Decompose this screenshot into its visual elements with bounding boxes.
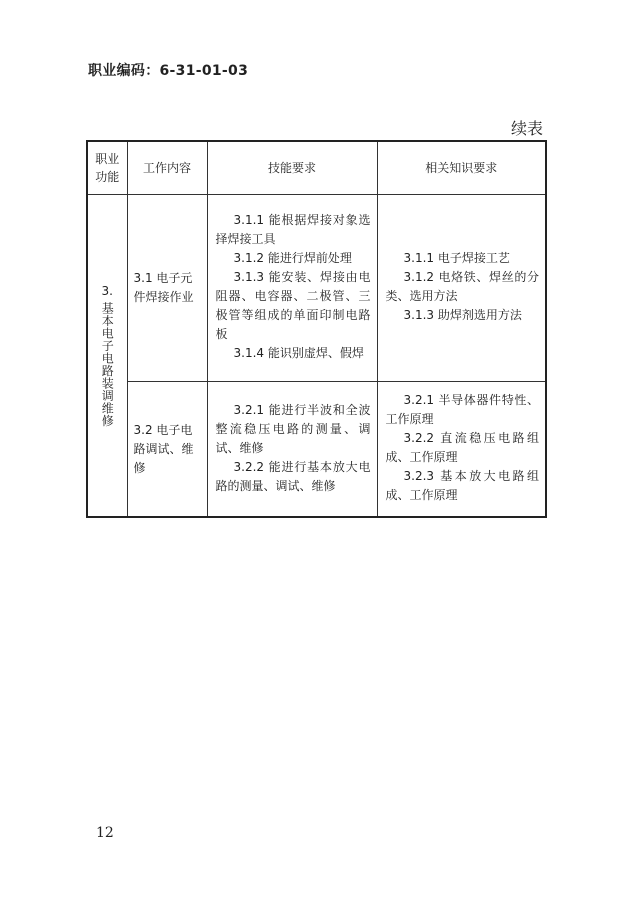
- skill-item: 3.1.1 能根据焊接对象选择焊接工具: [215, 213, 371, 246]
- continued-label: 续表: [510, 119, 543, 138]
- knowledge-item: 3.2.2 直流稳压电路组成、工作原理: [385, 431, 539, 464]
- table-row: [87, 382, 546, 518]
- skills-cell: [207, 382, 377, 518]
- knowledge-cell: [377, 382, 546, 518]
- function-number: 3.: [101, 284, 113, 298]
- knowledge-cell: [377, 195, 546, 382]
- knowledge-item: 3.1.3 助焊剂选用方法: [403, 308, 522, 322]
- knowledge-item: 3.2.3 基本放大电路组成、工作原理: [385, 469, 539, 502]
- col-header-skills: 技能要求: [207, 141, 377, 195]
- skills-table: [86, 140, 547, 518]
- col-header-knowledge: 相关知识要求: [377, 141, 546, 195]
- skill-item: 3.1.4 能识别虚焊、假焊: [233, 346, 364, 360]
- table-row: [87, 195, 546, 382]
- work-content-cell: 3.1 电子元件焊接作业: [127, 195, 207, 382]
- function-name: 基本电子电路装调维修: [100, 302, 115, 427]
- function-cell: [87, 195, 127, 518]
- knowledge-item: 3.2.1 半导体器件特性、工作原理: [385, 393, 539, 426]
- skill-item: 3.1.3 能安装、焊接由电阻器、电容器、二极管、三极管等组成的单面印制电路板: [215, 270, 371, 341]
- knowledge-item: 3.1.2 电烙铁、焊丝的分类、选用方法: [385, 270, 539, 303]
- work-content-cell: 3.2 电子电路调试、维修: [127, 382, 207, 518]
- table-header-row: [87, 141, 546, 195]
- occupation-code: 职业编码：6-31-01-03: [88, 63, 249, 79]
- skills-cell: [207, 195, 377, 382]
- col-header-content: 工作内容: [127, 141, 207, 195]
- page-number: 12: [96, 825, 114, 841]
- skill-item: 3.2.2 能进行基本放大电路的测量、调试、维修: [215, 459, 371, 493]
- col-header-function: 职业 功能: [87, 141, 127, 195]
- skill-item: 3.2.1 能进行半波和全波整流稳压电路的测量、调试、维修: [215, 402, 371, 455]
- knowledge-item: 3.1.1 电子焊接工艺: [403, 251, 510, 265]
- skill-item: 3.1.2 能进行焊前处理: [233, 251, 352, 265]
